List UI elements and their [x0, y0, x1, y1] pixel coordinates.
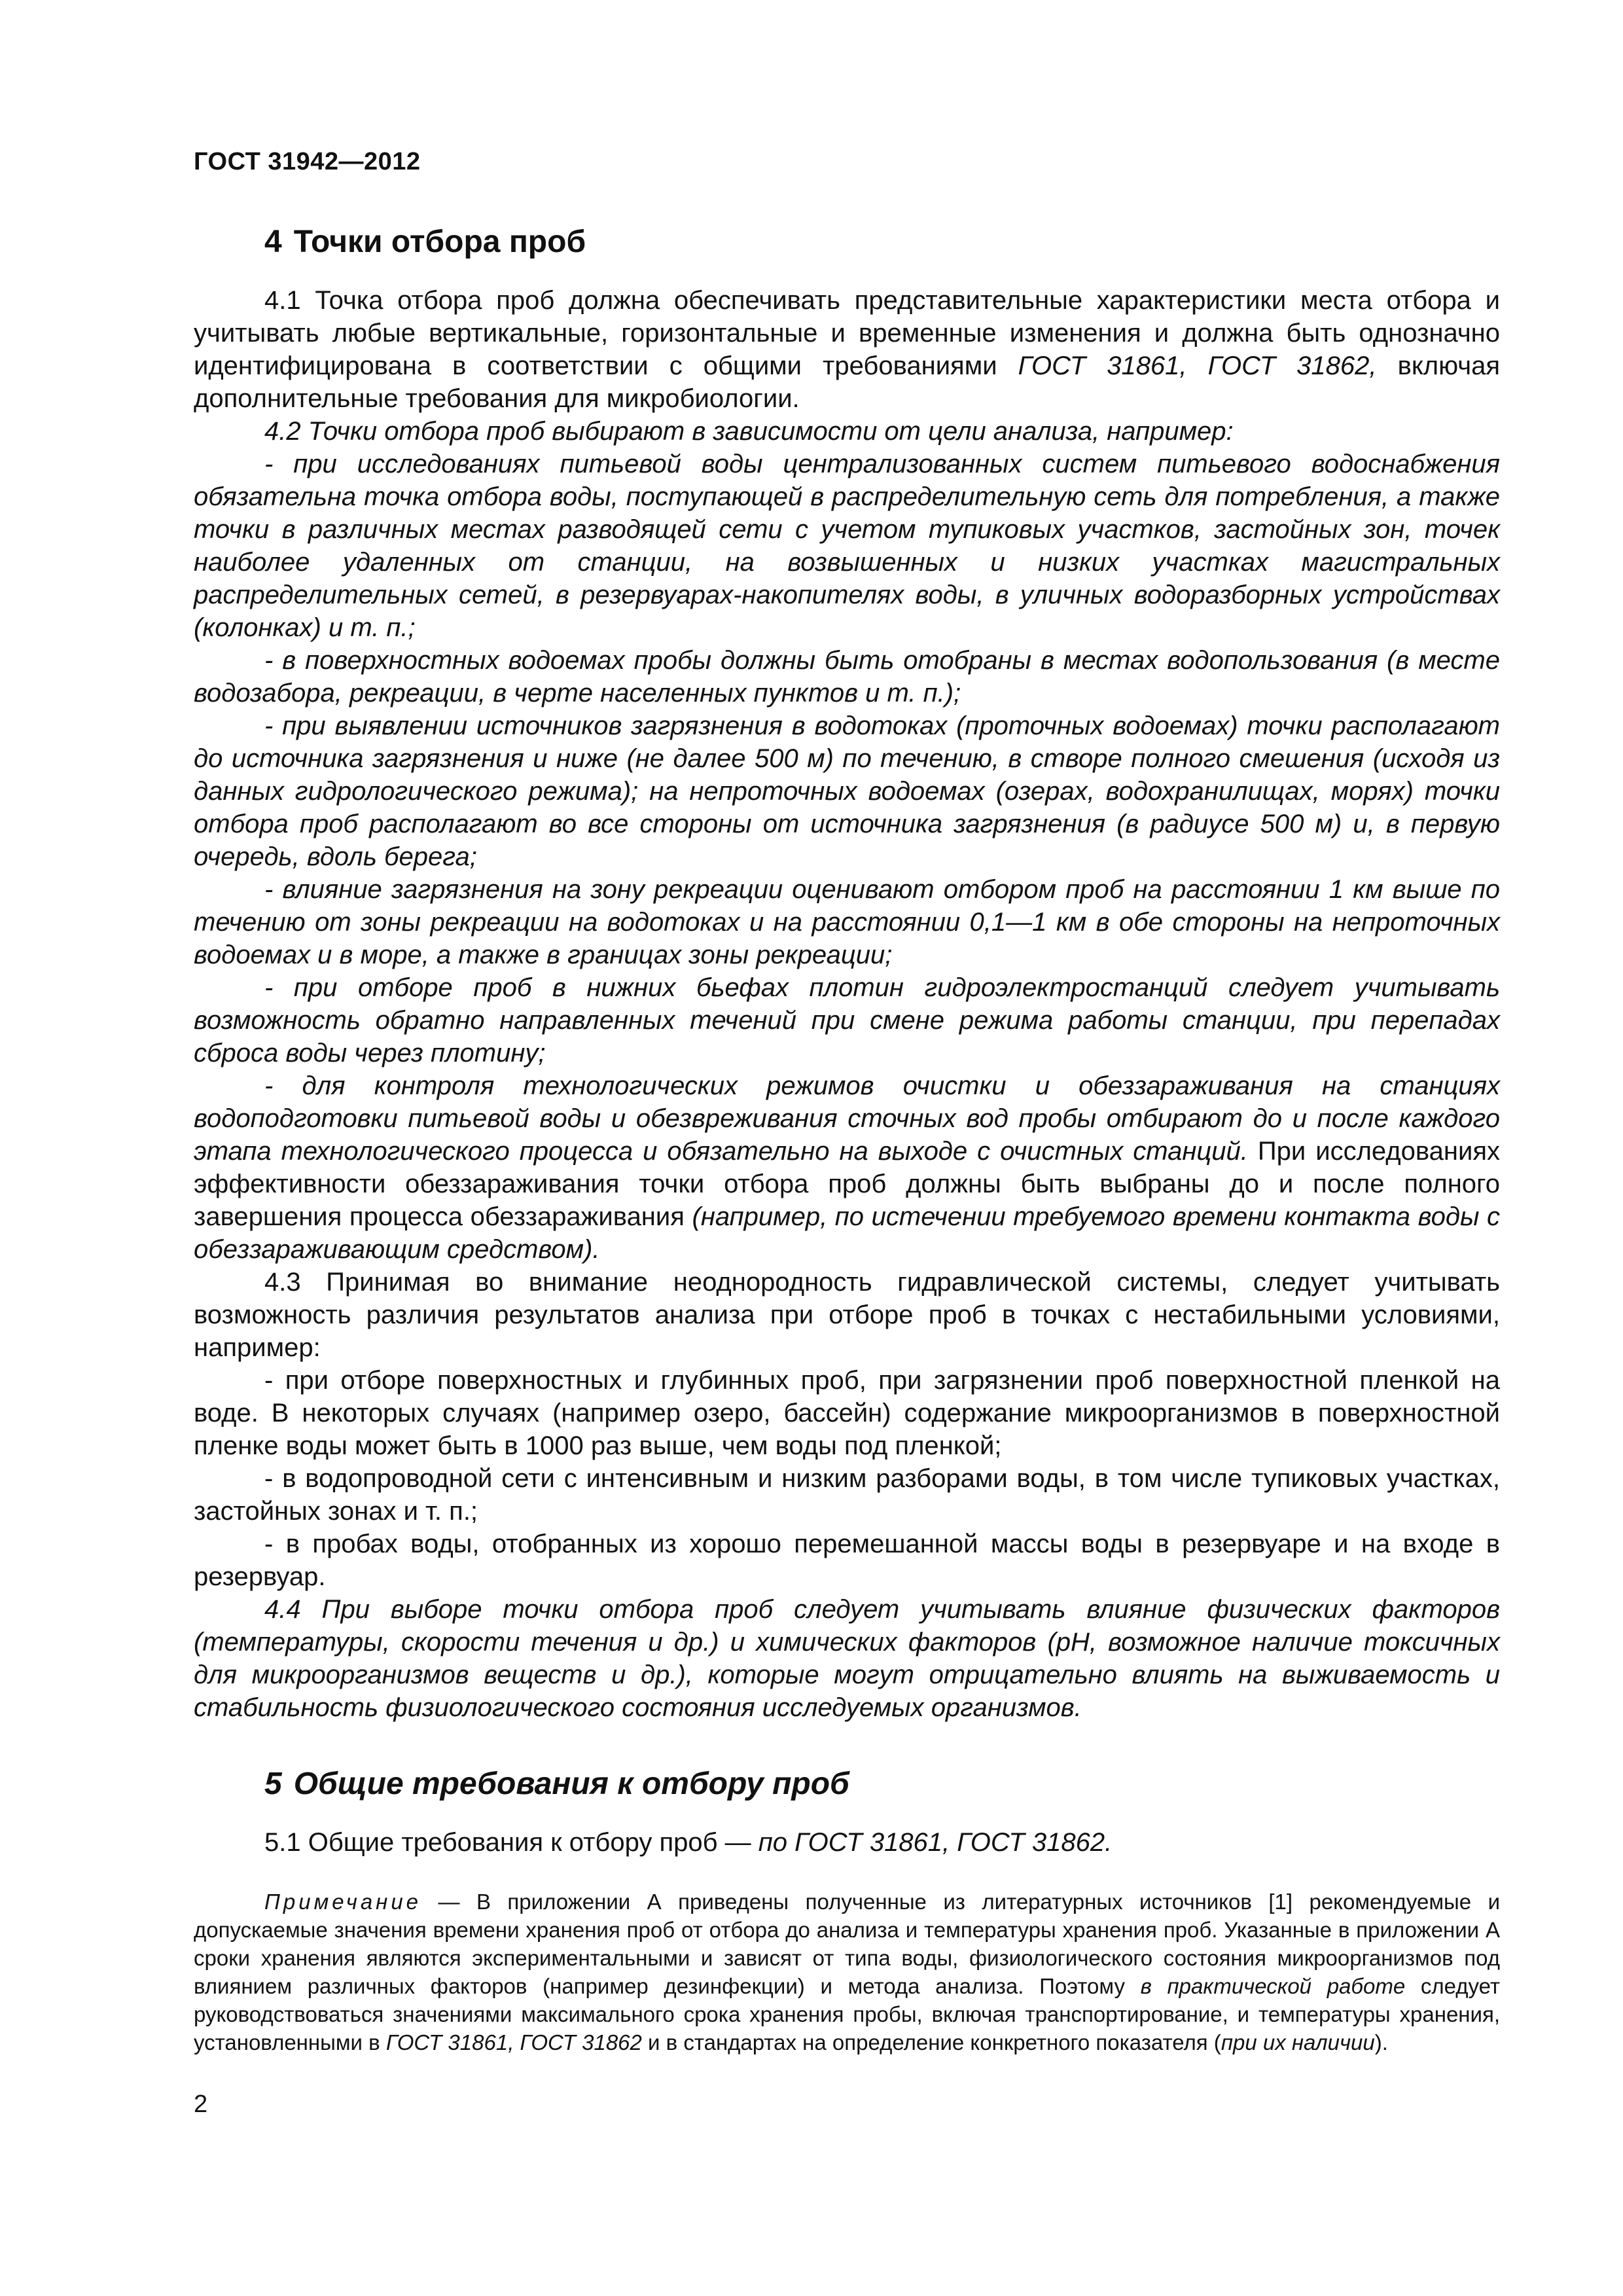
- list-item: - влияние загрязнения на зону рекреации оценивают отбором проб на расстоянии 1 км выше по течению от зоны рекреации на водотоках и на расстоянии 0,1—1 км в обе стороны на непроточных водоемах и в море, а также в границах зоны рекреации;: [194, 875, 1500, 969]
- paragraph-4-2-intro: 4.2 Точки отбора проб выбирают в зависимости от цели анализа, например:: [264, 417, 1234, 446]
- list-item: - в поверхностных водоемах пробы должны быть отобраны в местах водопользования (в месте водозабора, рекреации, в черте населенных пунктов и т. п.);: [194, 646, 1500, 708]
- list-item: - при исследованиях питьевой воды централизованных систем питьевого водоснабжения обязательна точка отбора воды, поступающей в распределительную сеть для потребления, а также точки в различных местах разводящей сети с учетом тупиковых участков, застойных зон, точек наиболее удаленных от станции, на возвышенных и низких участках магистральных распределительных сетей, в резервуарах-накопителях воды, в уличных водоразборных устройствах (колонках) и т. п.;: [194, 450, 1500, 642]
- list-item: - в пробах воды, отобранных из хорошо перемешанной массы воды в резервуаре и на входе в резервуар.: [194, 1530, 1500, 1591]
- list-item: - при отборе проб в нижних бьефах плотин гидроэлектростанций следует учитывать возможность обратно направленных течений при смене режима работы станции, при перепадах сброса воды через плотину;: [194, 973, 1500, 1067]
- section-4-title: Точки отбора проб: [293, 224, 586, 259]
- note: Примечание — В приложении А приведены полученные из литературных источников [1] рекомендуемые и допускаемые значения времени хранения проб от отбора до анализа и температуры хранения проб. Указанные в приложении А сроки хранения являются экспериментальными и зависят от типа воды, физиологического состояния микроорганизмов под влиянием различных факторов (например дезинфекции) и метода анализа. Поэтому в практической работе следует руководствоваться значениями максимального срока хранения пробы, включая транспортирование, и температуры хранения, установленными в ГОСТ 31861, ГОСТ 31862 и в стандартах на определение конкретного показателя (при их наличии).: [194, 1890, 1500, 2054]
- paragraph-5-1: 5.1 Общие требования к отбору проб — по ГОСТ 31861, ГОСТ 31862.: [264, 1828, 1113, 1857]
- paragraph-4-1: 4.1 Точка отбора проб должна обеспечивать представительные характеристики места отбора и учитывать любые вертикальные, горизонтальные и временные изменения и должна быть однозначно идентифицирована в соответствии с общими требованиями ГОСТ 31861, ГОСТ 31862, включая дополнительные требования для микробиологии.: [194, 286, 1500, 413]
- list-item: - при отборе поверхностных и глубинных проб, при загрязнении проб поверхностной пленкой на воде. В некоторых случаях (например озеро, бассейн) содержание микроорганизмов в поверхностной пленке воды может быть в 1000 раз выше, чем воды под пленкой;: [194, 1366, 1500, 1460]
- note-label: Примечание: [264, 1890, 422, 1914]
- list-item: - для контроля технологических режимов очистки и обеззараживания на станциях водоподготовки питьевой воды и обезвреживания сточных вод пробы отбирают до и после каждого этапа технологического процесса и обязательно на выходе с очистных станций. При исследованиях эффективности обеззараживания точки отбора проб должны быть выбраны до и после полного завершения процесса обеззараживания (например, по истечении требуемого времени контакта воды с обеззараживающим средством).: [194, 1071, 1500, 1264]
- section-5-title: Общие требования к отбору проб: [293, 1767, 849, 1801]
- page-number: 2: [194, 2090, 208, 2118]
- section-5-number: 5: [264, 1767, 282, 1801]
- standard-reference: ГОСТ 31861, ГОСТ 31862,: [1018, 351, 1377, 380]
- document-code: ГОСТ 31942—2012: [194, 148, 421, 175]
- list-item: - в водопроводной сети с интенсивным и низким разборами воды, в том числе тупиковых участках, застойных зонах и т. п.;: [194, 1464, 1500, 1526]
- list-item: - при выявлении источников загрязнения в водотоках (проточных водоемах) точки располагают до источника загрязнения и ниже (не далее 500 м) по течению, в створе полного смешения (исходя из данных гидрологического режима); на непроточных водоемах (озерах, водохранилищах, морях) точки отбора проб располагают во все стороны от источника загрязнения (в радиусе 500 м) и, в первую очередь, вдоль берега;: [194, 711, 1500, 871]
- section-4-heading: [264, 223, 1500, 262]
- standard-reference: по ГОСТ 31861, ГОСТ 31862.: [758, 1828, 1113, 1857]
- document-body: [194, 223, 1500, 2056]
- section-5-heading: [264, 1765, 1500, 1804]
- section-4-number: 4: [264, 224, 282, 259]
- paragraph-4-4: 4.4 При выборе точки отбора проб следует учитывать влияние физических факторов (температуры, скорости течения и др.) и химических факторов (pH, возможное наличие токсичных для микроорганизмов веществ и др.), которые могут отрицательно влиять на выживаемость и стабильность физиологического состояния исследуемых организмов.: [194, 1595, 1500, 1722]
- paragraph-4-3-intro: 4.3 Принимая во внимание неоднородность гидравлической системы, следует учитывать возможность различия результатов анализа при отборе проб в точках с нестабильными условиями, например:: [194, 1268, 1500, 1362]
